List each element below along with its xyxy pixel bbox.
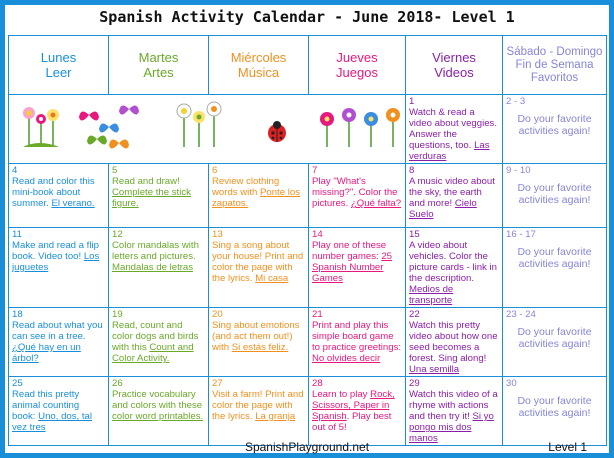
level-label: Level 1 <box>548 440 587 454</box>
flowers-icon <box>177 102 221 147</box>
day-cell: 12 Color mandalas with letters and pictures. Mandalas de letras <box>109 228 209 308</box>
calendar-table <box>8 35 607 446</box>
page-title: Spanish Activity Calendar - June 2018- Level 1 <box>99 8 515 26</box>
activity-link[interactable]: ¿Qué falta? <box>350 198 402 209</box>
week-row-5 <box>9 377 607 446</box>
spring-art-icon <box>9 95 406 153</box>
site-name: SpanishPlayground.net <box>244 440 370 454</box>
week-row-1 <box>9 95 607 164</box>
header-weekend: Sábado - Domingo Fin de Semana Favoritos <box>503 36 607 95</box>
day-cell: 13 Sing a song about your house! Print and color the page with the lyrics. Mi casa <box>209 228 309 308</box>
week-row-2 <box>9 164 607 228</box>
day-cell: 26 Practice vocabulary and colors with these color word printables. <box>109 377 209 446</box>
day-cell: 8 A music video about the sky, the earth and more! Cielo Suelo <box>406 164 503 228</box>
header-tuesday: Martes Artes <box>109 36 209 95</box>
day-cell: 11 Make and read a flip book. Video too! Los juguetes <box>9 228 109 308</box>
activity-link[interactable]: Las verduras <box>409 140 490 162</box>
week-row-4 <box>9 308 607 377</box>
activity-link[interactable]: ¿Qué hay en un árbol? <box>12 342 81 364</box>
activity-link[interactable]: Rock, Scissors, Paper in Spanish <box>312 389 395 422</box>
day-cell: 6 Review clothing words with Ponte los zapatos. <box>209 164 309 228</box>
week-row-3 <box>9 228 607 308</box>
day-cell: 25 Read this pretty animal counting book: Uno, dos, tal vez tres <box>9 377 109 446</box>
day-cell-1: 1 Watch & read a video about veggies. Answer the questions, too. Las verduras <box>406 95 503 164</box>
day-cell: 21 Print and play this simple board game to practice greetings: No olvides decir <box>309 308 406 377</box>
butterflies-icon <box>79 105 139 148</box>
day-cell: 22 Watch this pretty video about how one seed becomes a forest. Sing along! Una semilla <box>406 308 503 377</box>
day-cell: 15 A video about vehicles. Color the picture cards - link in the description. Medios de transporte <box>406 228 503 308</box>
header-thursday: Jueves Juegos <box>309 36 406 95</box>
day-cell: 4 Read and color this mini-book about summer. El verano. <box>9 164 109 228</box>
activity-link[interactable]: Complete the stick figure. <box>112 187 191 209</box>
activity-link[interactable]: Count and Color Activity. <box>112 342 194 364</box>
weekend-cell-1: 2 - 3 Do your favorite activities again! <box>503 95 607 164</box>
activity-link[interactable]: Medios de transporte <box>409 284 454 306</box>
day-cell: 18 Read about what you can see in a tree. ¿Qué hay en un árbol? <box>9 308 109 377</box>
header-wednesday: Miércoles Música <box>209 36 309 95</box>
decorative-art-cell <box>9 95 406 164</box>
activity-link[interactable]: No olvides decir <box>312 353 381 364</box>
activity-link[interactable]: El verano. <box>51 198 95 209</box>
flowers-icon <box>320 108 400 147</box>
activity-link[interactable]: Si yo pongo mis dos manos <box>409 411 494 444</box>
day-cell: 20 Sing about emotions (and act them out!) with Si estás feliz. <box>209 308 309 377</box>
day-cell: 28 Learn to play Rock, Scissors, Paper in Spanish. Play best out of 5! <box>309 377 406 446</box>
ladybug-icon <box>268 121 286 142</box>
day-cell: 7 Play "What's missing?". Color the pictures. ¿Qué falta? <box>309 164 406 228</box>
activity-link[interactable]: color word printables. <box>112 411 204 422</box>
calendar-page <box>5 5 609 453</box>
activity-link[interactable]: Ponte los zapatos. <box>212 187 300 209</box>
weekend-cell: 30 Do your favorite activities again! <box>503 377 607 446</box>
activity-link[interactable]: La granja <box>255 411 296 422</box>
day-cell: 19 Read, count and color dogs and birds with this Count and Color Activity. <box>109 308 209 377</box>
header-monday: Lunes Leer <box>9 36 109 95</box>
activity-link[interactable]: 25 Spanish Number Games <box>312 251 392 284</box>
flowers-icon <box>23 107 59 147</box>
day-cell: 27 Visit a farm! Print and color the page with the lyrics. La granja <box>209 377 309 446</box>
activity-link[interactable]: Mandalas de letras <box>112 262 194 273</box>
day-cell: 29 Watch this video of a rhyme with actions and then try it! Si yo pongo mis dos manos <box>406 377 503 446</box>
weekend-cell: 9 - 10 Do your favorite activities again! <box>503 164 607 228</box>
header-row <box>9 36 607 95</box>
activity-link[interactable]: Los juguetes <box>12 251 100 273</box>
activity-link[interactable]: Una semilla <box>409 364 460 375</box>
activity-link[interactable]: Si estás feliz. <box>231 342 289 353</box>
weekend-cell: 23 - 24 Do your favorite activities again! <box>503 308 607 377</box>
activity-link[interactable]: Cielo Suelo <box>409 198 477 220</box>
day-cell: 5 Read and draw! Complete the stick figure. <box>109 164 209 228</box>
weekend-cell: 16 - 17 Do your favorite activities again! <box>503 228 607 308</box>
header-friday: Viernes Videos <box>406 36 503 95</box>
activity-link[interactable]: Mi casa <box>255 273 289 284</box>
activity-link[interactable]: Uno, dos, tal vez tres <box>12 411 93 433</box>
day-cell: 14 Play one of these number games: 25 Spanish Number Games <box>309 228 406 308</box>
